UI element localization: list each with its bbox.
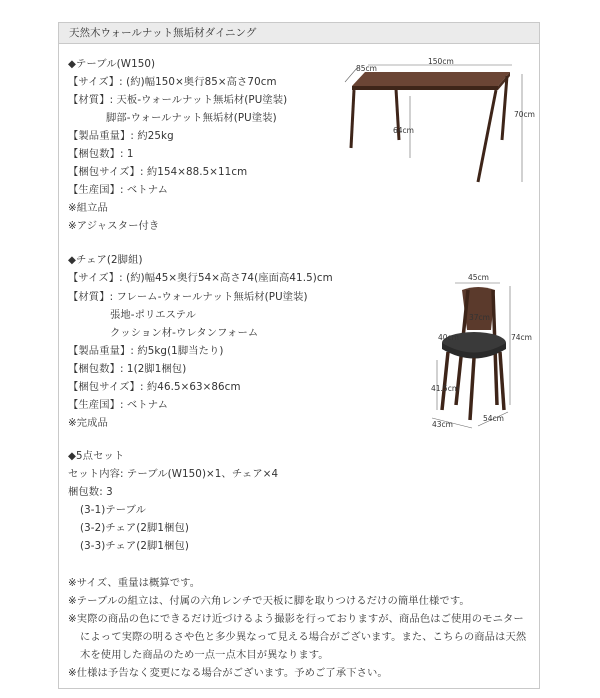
- chair-front-leg: [442, 352, 448, 410]
- chair-note: ※完成品: [68, 417, 108, 429]
- chair-origin: 【生産国】: ベトナム: [68, 399, 168, 411]
- dim-chair-seat: 40cm: [438, 333, 459, 342]
- chair-packages: 【梱包数】: 1(2脚1梱包): [68, 363, 187, 375]
- dim-chair-seat-height: 41.5cm: [431, 384, 460, 393]
- set-packages: 梱包数: 3: [68, 486, 113, 498]
- dim-table-width: 150cm: [428, 57, 454, 66]
- dim-chair-height: 74cm: [511, 333, 532, 342]
- table-illustration: [345, 65, 522, 182]
- chair-weight: 【製品重量】: 約5kg(1脚当たり): [68, 345, 224, 357]
- chair-front-leg: [470, 358, 474, 420]
- table-leg: [502, 76, 507, 140]
- set-item: (3-1)テーブル: [80, 504, 147, 516]
- note-line: ※仕様は予告なく変更になる場合がございます。予めご了承下さい。: [68, 667, 388, 679]
- table-leg: [351, 90, 354, 148]
- set-item: (3-2)チェア(2脚1梱包): [80, 522, 189, 534]
- section-title: 天然木ウォールナット無垢材ダイニング: [58, 22, 540, 44]
- dim-table-depth: 85cm: [356, 64, 377, 73]
- table-note-adjuster: ※アジャスター付き: [68, 220, 160, 232]
- chair-material: 【材質】: フレーム-ウォールナット無垢材(PU塗装): [68, 291, 308, 303]
- set-contents: セット内容: テーブル(W150)×1、チェア×4: [68, 468, 279, 480]
- table-leg: [478, 90, 496, 182]
- note-line: 木を使用した商品のため一点一点木目が異なります。: [80, 649, 329, 661]
- chair-material-cushion: クッション材-ウレタンフォーム: [110, 327, 259, 339]
- dim-table-height: 70cm: [514, 110, 535, 119]
- note-line: ※サイズ、重量は概算です。: [68, 577, 201, 589]
- chair-size: 【サイズ】: (約)幅45×奥行54×高さ74(座面高41.5)cm: [68, 272, 333, 284]
- table-material-leg: 脚部-ウォールナット無垢材(PU塗装): [106, 112, 277, 124]
- note-line: ※テーブルの組立は、付属の六角レンチで天板に脚を取りつけるだけの簡単仕様です。: [68, 595, 470, 607]
- table-material: 【材質】: 天板-ウォールナット無垢材(PU塗装): [68, 94, 288, 106]
- set-item: (3-3)チェア(2脚1梱包): [80, 540, 189, 552]
- dim-table-under: 64cm: [393, 126, 414, 135]
- table-note-assembly: ※組立品: [68, 202, 108, 214]
- dim-chair-depth: 54cm: [483, 414, 504, 423]
- chair-heading: ◆チェア(2脚組): [68, 254, 143, 266]
- chair-material-fabric: 張地-ポリエステル: [110, 309, 197, 321]
- table-heading: ◆テーブル(W150): [68, 58, 156, 70]
- dim-chair-base: 43cm: [432, 420, 453, 429]
- table-size: 【サイズ】: (約)幅150×奥行85×高さ70cm: [68, 76, 277, 88]
- table-package-size: 【梱包サイズ】: 約154×88.5×11cm: [68, 166, 248, 178]
- note-line: ※実際の商品の色にできるだけ近づけるよう撮影を行っておりますが、商品色はご使用のモニター: [68, 613, 524, 625]
- chair-front-leg: [500, 352, 504, 410]
- table-top-edge: [352, 86, 498, 90]
- note-line: によって実際の明るさや色と多少異なって見える場合がございます。また、こちらの商品は天然: [80, 631, 527, 643]
- table-packages: 【梱包数】: 1: [68, 148, 134, 160]
- set-heading: ◆5点セット: [68, 450, 125, 462]
- chair-illustration: [432, 283, 510, 428]
- table-weight: 【製品重量】: 約25kg: [68, 130, 174, 142]
- dim-chair-back: 37cm: [469, 313, 490, 322]
- chair-package-size: 【梱包サイズ】: 約46.5×63×86cm: [68, 381, 241, 393]
- table-top-surface: [352, 72, 510, 86]
- dim-chair-width: 45cm: [468, 273, 489, 282]
- table-origin: 【生産国】: ベトナム: [68, 184, 168, 196]
